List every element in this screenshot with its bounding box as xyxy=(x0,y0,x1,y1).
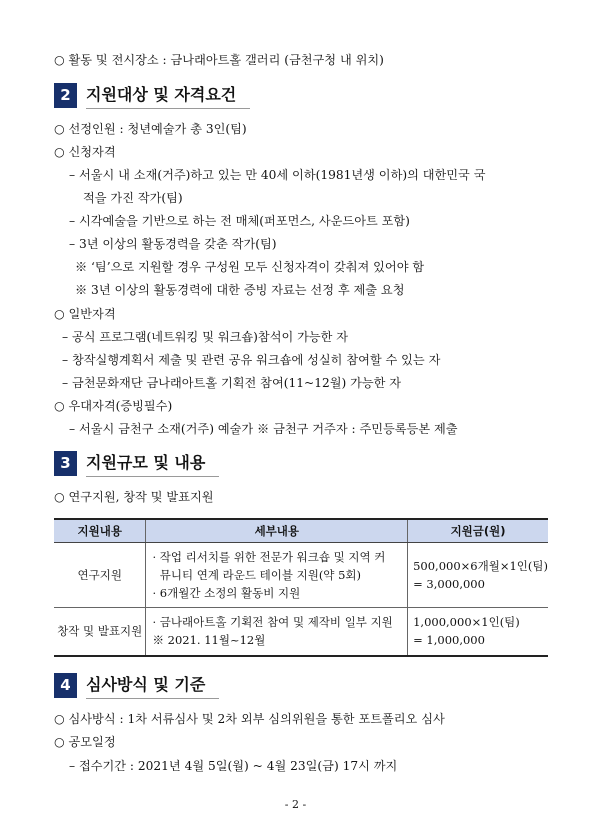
text-line: ○ 연구지원, 창작 및 발표지원 xyxy=(54,490,214,504)
text-line: – 3년 이상의 활동경력을 갖춘 작가(팀) xyxy=(69,237,277,251)
section-number: 3 xyxy=(54,451,77,476)
detail-line: · 금나래아트홀 기획전 참여 및 제작비 일부 지원 xyxy=(152,615,393,630)
text-line: – 금천문화재단 금나래아트홀 기획전 참여(11~12월) 가능한 자 xyxy=(62,376,402,390)
amount-line: = 1,000,000 xyxy=(413,633,485,648)
section-2-header xyxy=(54,82,250,108)
amount-line: 1,000,000×1인(팀) xyxy=(413,615,520,630)
text-line: ○ 우대자격(증빙필수) xyxy=(54,399,173,413)
section-number: 4 xyxy=(54,673,77,698)
column-header: 지원내용 xyxy=(54,519,146,543)
text-line: ○ 선정인원 : 청년예술가 총 3인(팀) xyxy=(54,122,247,136)
column-header: 지원금(원) xyxy=(408,519,548,543)
text-line: ○ 공모일정 xyxy=(54,735,116,749)
amount-cell xyxy=(408,608,548,656)
amount-line: = 3,000,000 xyxy=(413,577,485,591)
activity-location-line: ○ 활동 및 전시장소 : 금나래아트홀 갤러리 (금천구청 내 위치) xyxy=(54,53,384,67)
text-line: – 창작실행계획서 제출 및 관련 공유 워크숍에 성실히 참여할 수 있는 자 xyxy=(62,353,441,367)
text-line: ○ 신청자격 xyxy=(54,145,116,159)
text-line: – 서울시 금천구 소재(거주) 예술가 ※ 금천구 거주자 : 주민등록등본 제출 xyxy=(69,422,458,436)
text-line: – 시각예술을 기반으로 하는 전 매체(퍼포먼스, 사운드아트 포함) xyxy=(69,214,410,228)
page-number: - 2 - xyxy=(284,798,307,811)
note-line: ※ ‘팀’으로 지원할 경우 구성원 모두 신청자격이 갖춰져 있어야 함 xyxy=(75,260,425,274)
category-cell: 창작 및 발표지원 xyxy=(54,608,146,656)
detail-line: ※ 2021. 11월~12월 xyxy=(152,633,266,648)
section-3-header xyxy=(54,450,219,476)
section-title: 심사방식 및 기준 xyxy=(86,672,219,699)
table-header-row xyxy=(54,519,548,543)
text-line: – 접수기간 : 2021년 4월 5일(월) ~ 4월 23일(금) 17시 까지 xyxy=(69,759,398,773)
amount-line: 500,000×6개월×1인(팀) xyxy=(413,559,548,573)
details-cell xyxy=(146,608,408,656)
text-line: ○ 심사방식 : 1차 서류심사 및 2차 외부 심의위원을 통한 포트폴리오 심사 xyxy=(54,712,445,726)
section-number: 2 xyxy=(54,83,77,108)
note-line: ※ 3년 이상의 활동경력에 대한 증빙 자료는 선정 후 제출 요청 xyxy=(75,283,405,297)
section-4-header xyxy=(54,672,219,698)
section-title: 지원규모 및 내용 xyxy=(86,450,219,477)
detail-line: 뮤니티 연계 라운드 테이블 지원(약 5회) xyxy=(152,568,361,582)
section-title: 지원대상 및 자격요건 xyxy=(86,82,250,109)
support-table xyxy=(54,518,548,657)
details-cell xyxy=(146,543,408,608)
detail-line: · 작업 리서치를 위한 전문가 워크숍 및 지역 커 xyxy=(152,550,386,564)
text-line: 적을 가진 작가(팀) xyxy=(83,191,183,205)
text-line: – 서울시 내 소재(거주)하고 있는 만 40세 이하(1981년생 이하)의 대한민국 국 xyxy=(69,168,486,182)
column-header: 세부내용 xyxy=(146,519,408,543)
table-row xyxy=(54,608,548,656)
category-cell: 연구지원 xyxy=(54,543,146,608)
table-row xyxy=(54,543,548,608)
text-line: ○ 일반자격 xyxy=(54,307,116,321)
amount-cell xyxy=(408,543,548,608)
detail-line: · 6개월간 소정의 활동비 지원 xyxy=(152,586,301,600)
text-line: – 공식 프로그램(네트워킹 및 워크숍)참석이 가능한 자 xyxy=(62,330,349,344)
